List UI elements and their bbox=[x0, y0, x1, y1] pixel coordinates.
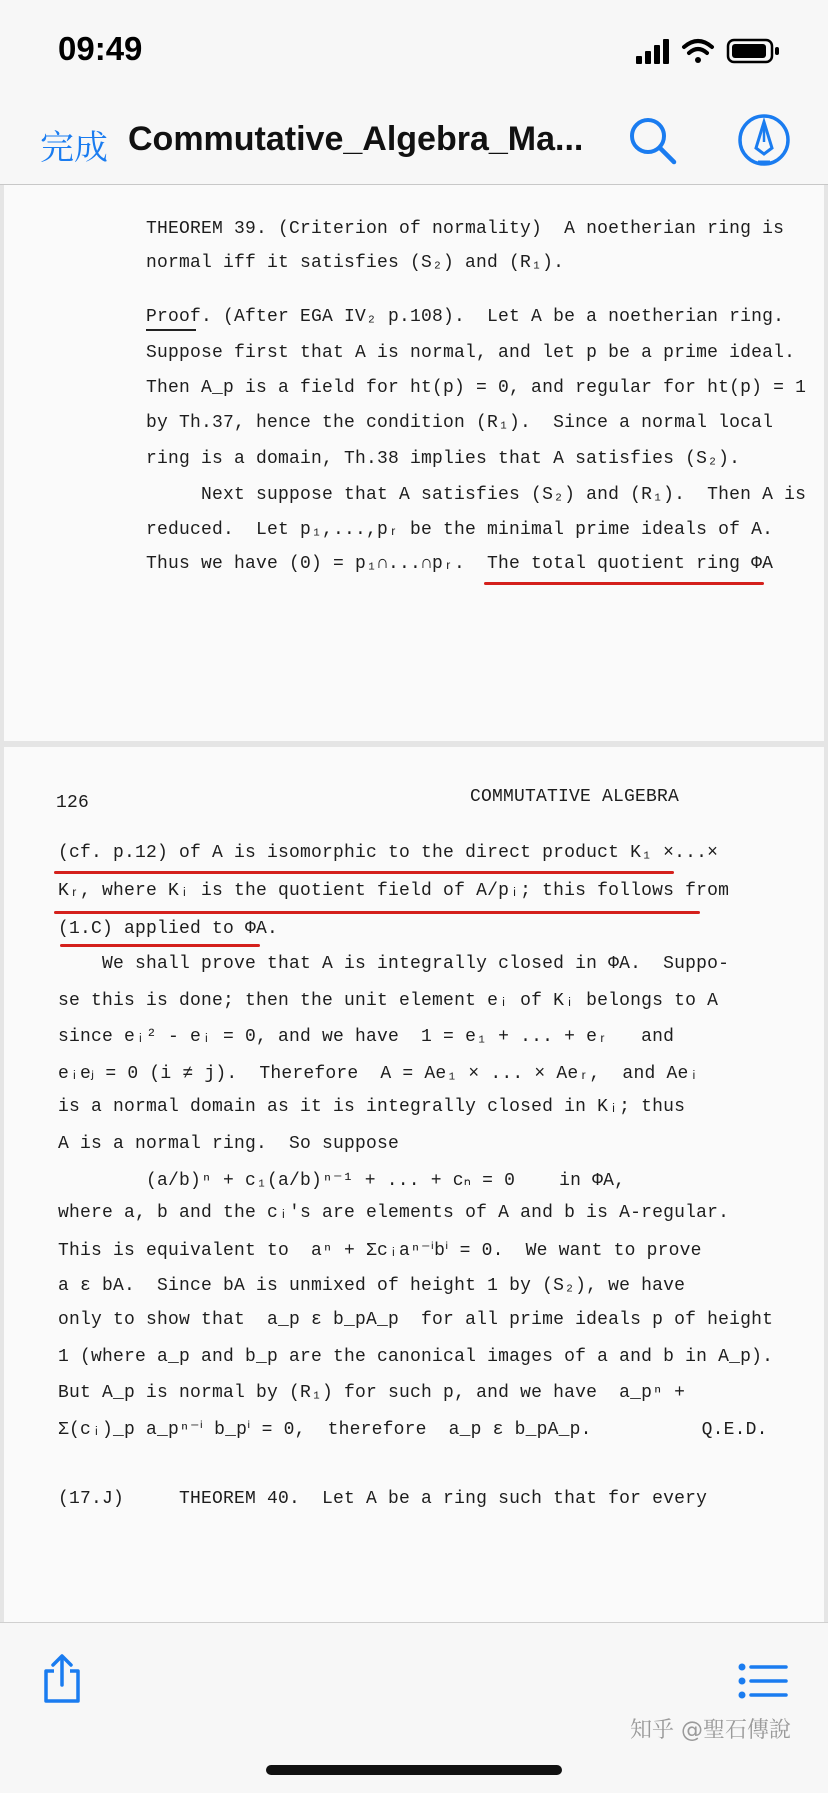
home-indicator[interactable] bbox=[266, 1765, 562, 1775]
cellular-signal-icon bbox=[636, 39, 669, 64]
text-line: We shall prove that A is integrally closed in ΦA. Suppo- bbox=[58, 954, 730, 974]
page-number: 126 bbox=[56, 793, 90, 813]
text-line: where a, b and the cᵢ's are elements of A and b is A-regular. bbox=[58, 1203, 730, 1223]
battery-icon bbox=[728, 40, 779, 62]
text-line: a ε bA. Since bA is unmixed of height 1 by (S₂), we have bbox=[58, 1276, 686, 1296]
text-line: Kᵣ, where Kᵢ is the quotient field of A/pᵢ; this follows from bbox=[58, 881, 730, 901]
text-line: Proof. (After EGA IV₂ p.108). Let A be a noetherian ring. bbox=[146, 307, 785, 327]
pdf-page-top bbox=[4, 185, 824, 741]
text-line: Suppose first that A is normal, and let p be a prime ideal. bbox=[146, 343, 796, 363]
text-line: se this is done; then the unit element eᵢ of Kᵢ belongs to A bbox=[58, 991, 719, 1011]
equation-line: (a/b)ⁿ + c₁(a/b)ⁿ⁻¹ + ... + cₙ = 0 in ΦA, bbox=[58, 1171, 626, 1191]
text-line: normal iff it satisfies (S₂) and (R₁). bbox=[146, 253, 565, 273]
red-underline-annotation bbox=[54, 911, 700, 914]
red-underline-annotation bbox=[54, 871, 674, 874]
running-head: COMMUTATIVE ALGEBRA bbox=[470, 787, 680, 807]
share-icon[interactable] bbox=[40, 1653, 84, 1705]
pdf-page-bottom bbox=[4, 747, 824, 1622]
bottom-toolbar bbox=[0, 1622, 828, 1793]
text-line: This is equivalent to aⁿ + Σcᵢaⁿ⁻ⁱbⁱ = 0. We want to prove bbox=[58, 1241, 702, 1261]
red-underline-annotation bbox=[60, 944, 260, 947]
text-line: Next suppose that A satisfies (S₂) and (R₁). Then A is bbox=[146, 485, 807, 505]
text-line: 1 (where a_p and b_p are the canonical images of a and b in A_p). bbox=[58, 1347, 774, 1367]
text-line: A is a normal ring. So suppose bbox=[58, 1134, 400, 1154]
wifi-icon bbox=[684, 41, 712, 63]
proof-underline bbox=[146, 329, 196, 331]
status-bar bbox=[0, 0, 828, 96]
text-line: since eᵢ² - eᵢ = 0, and we have 1 = e₁ + ... + eᵣ and bbox=[58, 1027, 675, 1047]
navigation-bar bbox=[0, 96, 828, 185]
list-icon[interactable] bbox=[738, 1663, 788, 1699]
text-line: But A_p is normal by (R₁) for such p, and we have a_pⁿ + bbox=[58, 1383, 686, 1403]
text-line: ring is a domain, Th.38 implies that A satisfies (S₂). bbox=[146, 449, 741, 469]
watermark: 知乎 @聖石傳說 bbox=[630, 1718, 791, 1743]
status-time: 09:49 bbox=[58, 30, 143, 67]
text-line: (1.C) applied to ΦA. bbox=[58, 919, 279, 939]
text-line: reduced. Let p₁,...,pᵣ be the minimal prime ideals of A. bbox=[146, 520, 774, 540]
search-icon[interactable] bbox=[624, 112, 680, 168]
done-button[interactable]: 完成 bbox=[40, 128, 108, 168]
text-line: THEOREM 39. (Criterion of normality) A noetherian ring is bbox=[146, 219, 785, 239]
text-line: eᵢeⱼ = 0 (i ≠ j). Therefore A = Ae₁ × ... × Aeᵣ, and Aeᵢ bbox=[58, 1064, 700, 1084]
document-title: Commutative_Algebra_Ma... bbox=[128, 120, 584, 158]
text-line: (cf. p.12) of A is isomorphic to the direct product K₁ ×...× bbox=[58, 843, 719, 863]
markup-pen-icon[interactable] bbox=[736, 112, 792, 168]
document-viewer[interactable] bbox=[0, 185, 828, 1622]
status-icons bbox=[614, 36, 794, 66]
red-underline-annotation bbox=[484, 582, 764, 585]
text-line: Thus we have (0) = p₁∩...∩pᵣ. The total quotient ring ΦA bbox=[146, 554, 774, 574]
text-line: is a normal domain as it is integrally closed in Kᵢ; thus bbox=[58, 1097, 686, 1117]
text-line: Σ(cᵢ)_p a_pⁿ⁻ⁱ b_pⁱ = 0, therefore a_p ε b_pA_p. Q.E.D. bbox=[58, 1420, 768, 1440]
text-line: by Th.37, hence the condition (R₁). Since a normal local bbox=[146, 413, 774, 433]
text-line: (17.J) THEOREM 40. Let A be a ring such that for every bbox=[58, 1489, 708, 1509]
text-line: Then A_p is a field for ht(p) = 0, and regular for ht(p) = 1 bbox=[146, 378, 807, 398]
text-line: only to show that a_p ε b_pA_p for all prime ideals p of height bbox=[58, 1310, 774, 1330]
